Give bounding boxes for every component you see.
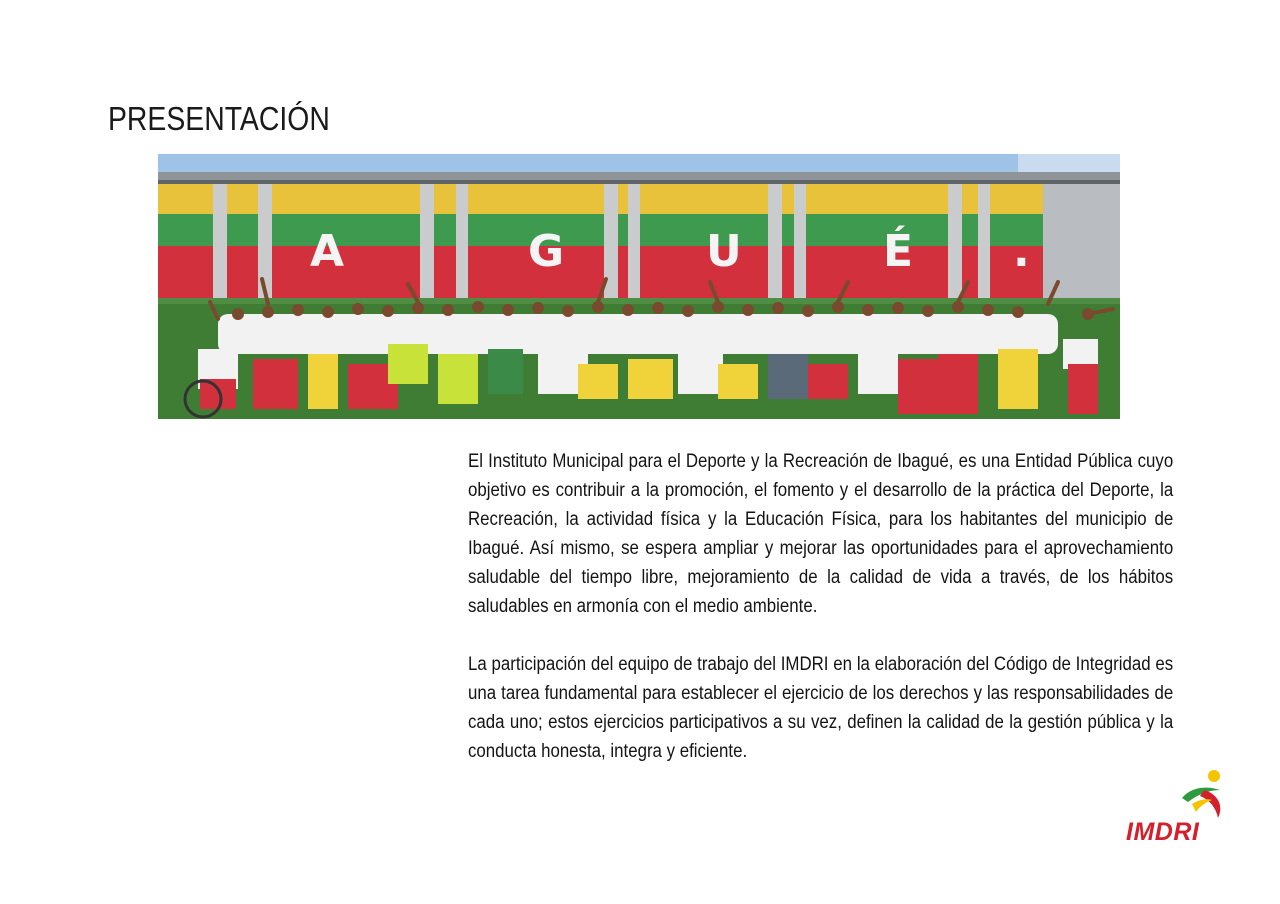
page-title: PRESENTACIÓN <box>108 100 330 137</box>
stadium-group-photo <box>158 154 1120 419</box>
stadium-photo-illustration <box>158 154 1120 419</box>
imdri-logo <box>1126 768 1228 850</box>
imdri-logo-text: IMDRI <box>1126 818 1200 846</box>
imdri-figure-icon <box>1178 768 1226 824</box>
paragraph-intro: El Instituto Municipal para el Deporte y la Recreación de Ibagué, es una Entidad Pública cuyo objetivo es contribuir a la promoción, el fomento y el desarrollo de la práctica del Deporte, la Recreación, la actividad física y la Educación Física, para los habitantes del municipio de Ibagué. Así mismo, se espera ampliar y mejorar las oportunidades para el aprovechamiento saludable del tiempo libre, mejoramiento de la calidad de vida a través, de los hábitos saludables en armonía con el medio ambiente. <box>468 450 1174 617</box>
stadium-letter-g: G <box>528 226 565 277</box>
stadium-letter-a: A <box>310 226 345 277</box>
stadium-letter-u: U <box>706 226 742 277</box>
presentation-body <box>468 447 1173 795</box>
stadium-letter-dot: . <box>1013 226 1030 277</box>
stadium-letter-e: É <box>883 226 914 277</box>
paragraph-participation: La participación del equipo de trabajo del IMDRI en la elaboración del Código de Integridad es una tarea fundamental para establecer el ejercicio de los derechos y las responsabilidades de cada uno; estos ejercicios participativos a su vez, definen la calidad de la gestión pública y la conducta honesta, integra y eficiente. <box>468 653 1174 762</box>
